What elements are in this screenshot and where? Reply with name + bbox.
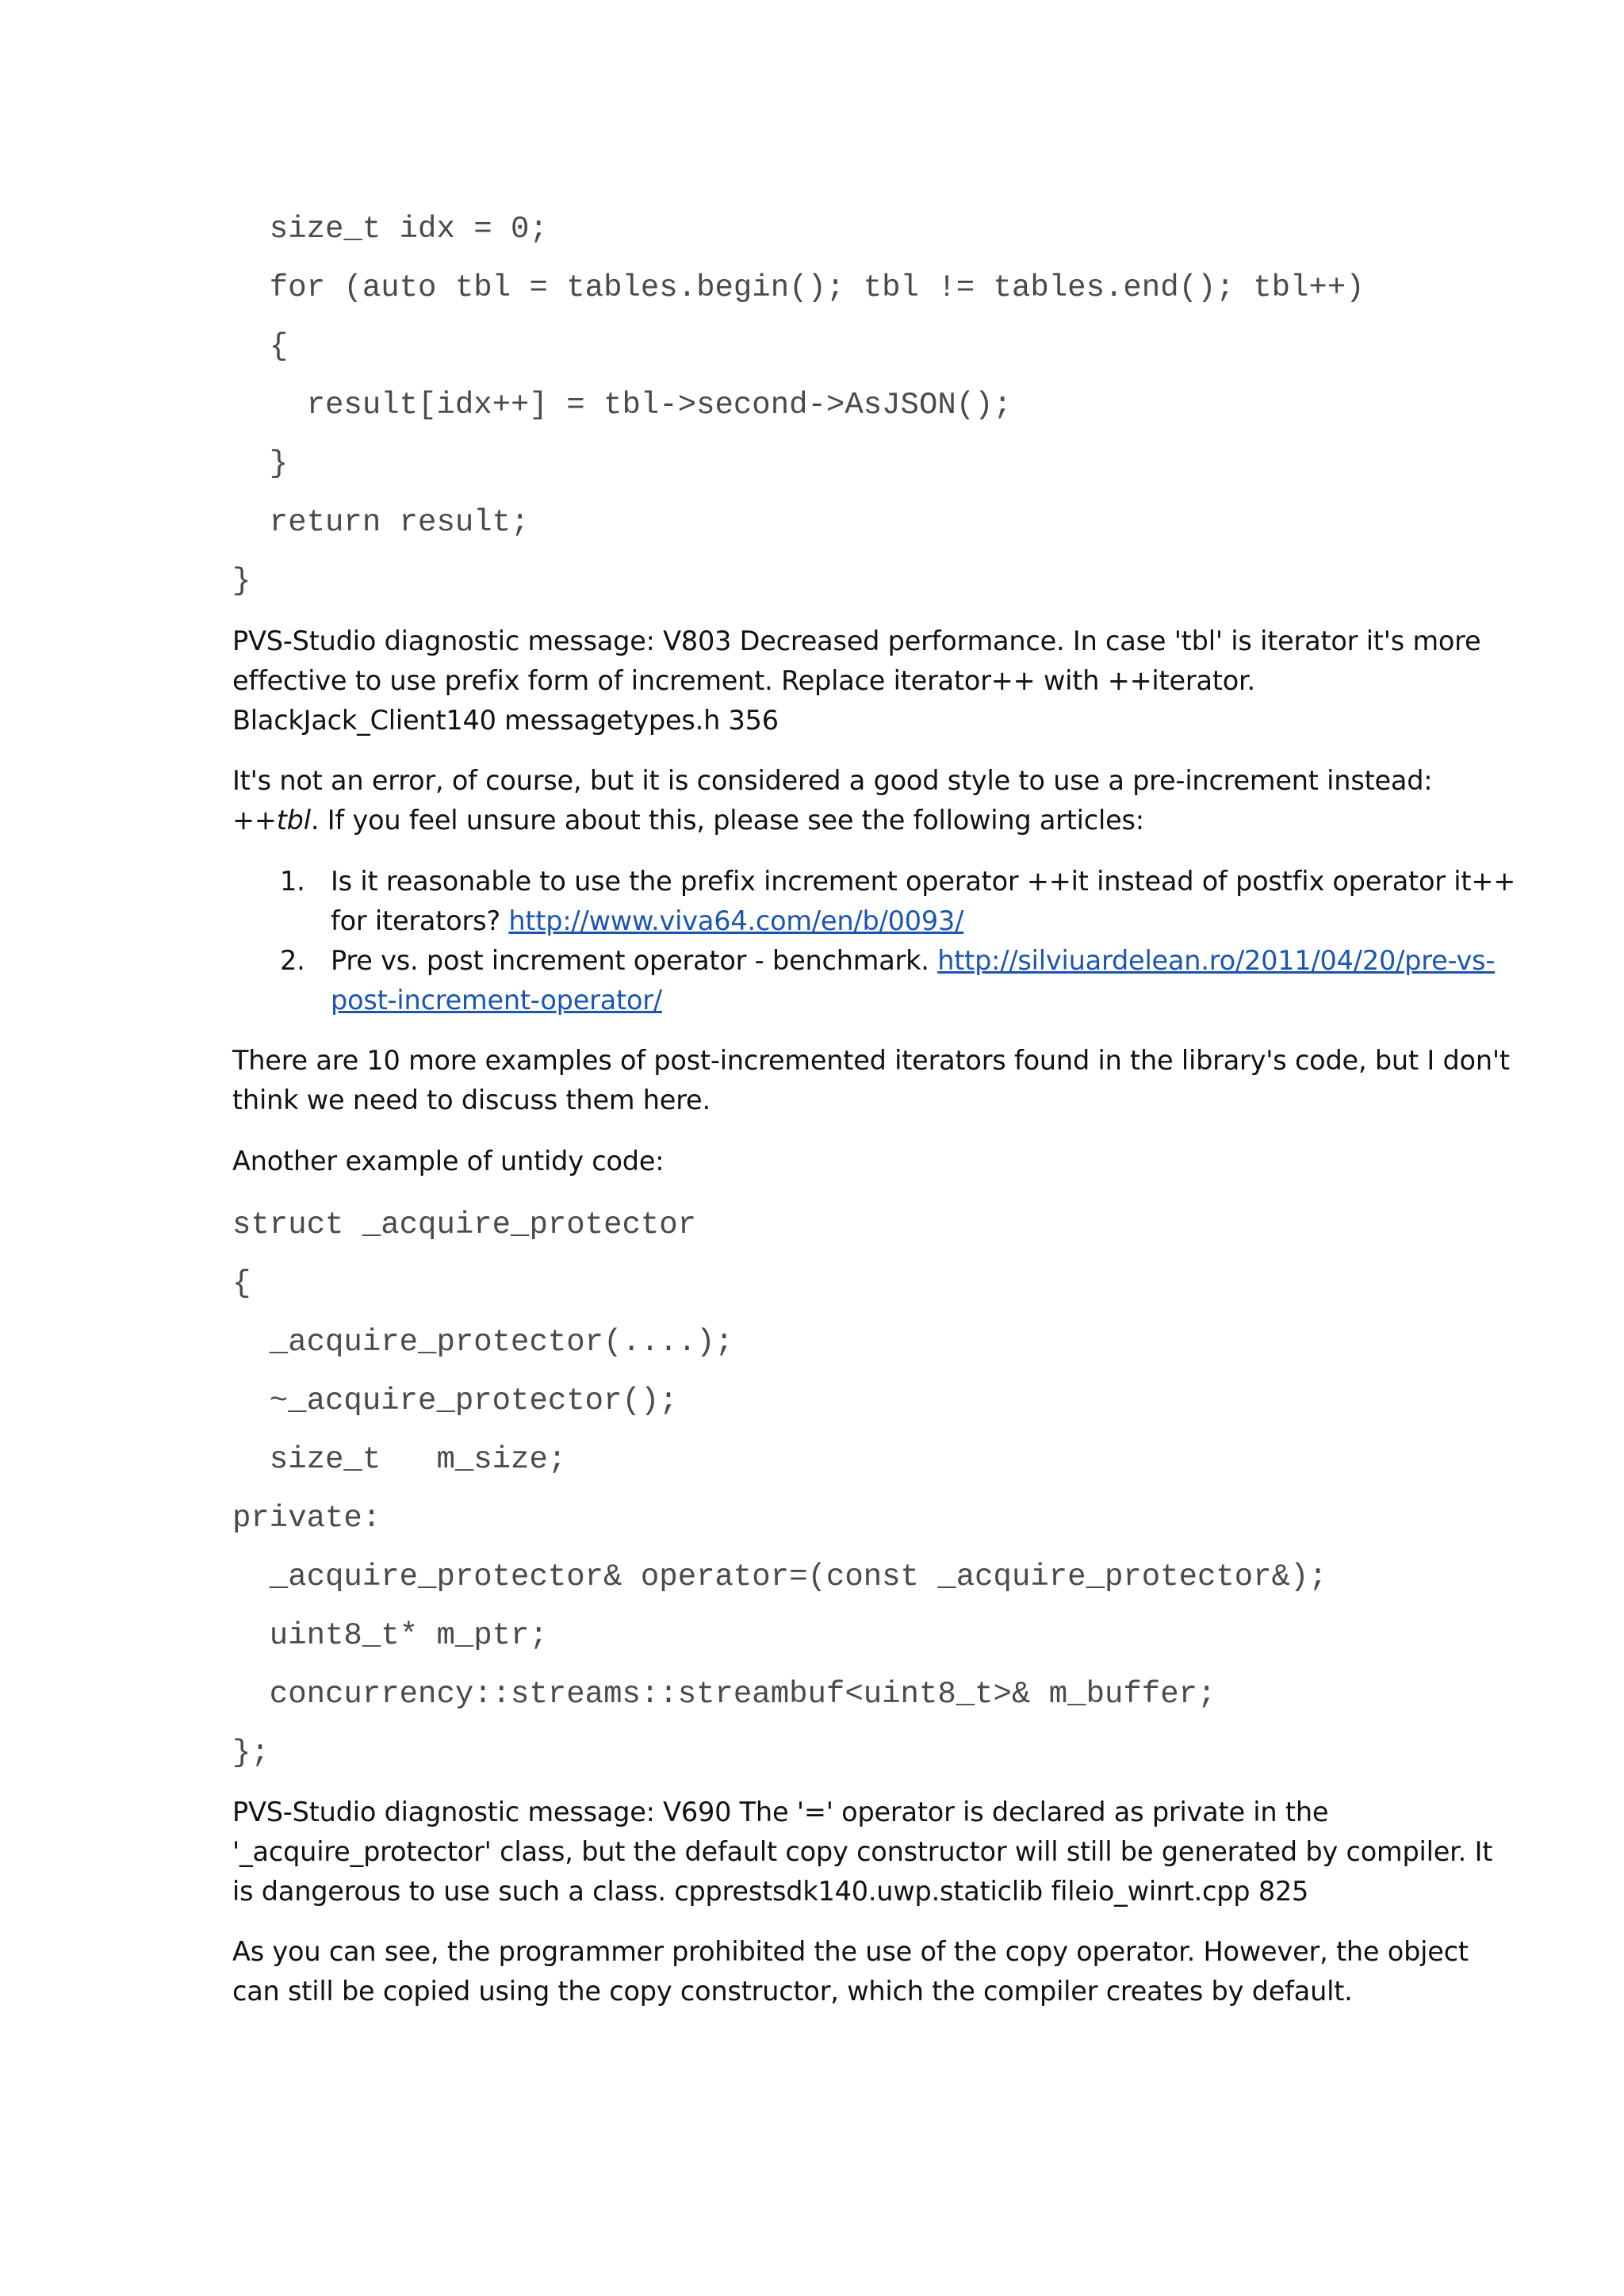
code-line: } bbox=[232, 446, 289, 481]
diagnostic-message-v690: PVS-Studio diagnostic message: V690 The '=' operator is declared as private in the '_acquire_protector' class, but the default copy constructor will still be generated by compiler. It is dangerous to use such a class. cpprestsdk140.uwp.staticlib fileio_winrt.cpp 825 bbox=[232, 1797, 1493, 1907]
code-line: ~_acquire_protector(); bbox=[232, 1383, 678, 1418]
list-item-number: 2. bbox=[280, 945, 305, 976]
code-line: return result; bbox=[232, 505, 530, 540]
code-line: concurrency::streams::streambuf<uint8_t>& m_buffer; bbox=[232, 1677, 1216, 1712]
style-note-emphasis: ++tbl bbox=[232, 805, 311, 836]
style-note-paragraph bbox=[232, 761, 1517, 840]
untidy-code-intro: Another example of untidy code: bbox=[232, 1146, 665, 1177]
code-line: for (auto tbl = tables.begin(); tbl != tables.end(); tbl++) bbox=[232, 270, 1365, 305]
code-line: { bbox=[232, 1266, 251, 1301]
style-note-text-end: . If you feel unsure about this, please see the following articles: bbox=[310, 805, 1144, 836]
examples-note-paragraph: There are 10 more examples of post-incremented iterators found in the library's code, but I don't think we need to discuss them here. bbox=[232, 1045, 1510, 1115]
articles-list bbox=[232, 862, 1517, 1020]
code-line: private: bbox=[232, 1501, 381, 1536]
list-item-text: Is it reasonable to use the prefix increment operator ++it instead of postfix operator it++ for iterators? bbox=[331, 866, 1516, 936]
code-line: size_t m_size; bbox=[232, 1442, 567, 1477]
article-link-viva64[interactable]: http://www.viva64.com/en/b/0093/ bbox=[508, 905, 964, 936]
code-line: _acquire_protector& operator=(const _acquire_protector&); bbox=[232, 1559, 1327, 1594]
diagnostic-message-v803: PVS-Studio diagnostic message: V803 Decreased performance. In case 'tbl' is iterator it's more effective to use prefix form of increment. Replace iterator++ with ++iterator. BlackJack_Client140 messagetypes.h 356 bbox=[232, 626, 1481, 736]
list-item bbox=[232, 941, 1517, 1020]
article-link-benchmark[interactable]: http://silviuardelean.ro/2011/04/20/pre-vs-post-increment-operator/ bbox=[331, 945, 1496, 1016]
code-line: _acquire_protector(....); bbox=[232, 1325, 733, 1360]
code-line: result[idx++] = tbl->second->AsJSON(); bbox=[232, 388, 1012, 423]
code-line: size_t idx = 0; bbox=[232, 212, 548, 247]
list-item-text: Pre vs. post increment operator - benchmark. bbox=[331, 945, 938, 976]
code-line: uint8_t* m_ptr; bbox=[232, 1618, 548, 1653]
code-line: { bbox=[232, 329, 289, 364]
code-line: }; bbox=[232, 1735, 270, 1770]
code-line: struct _acquire_protector bbox=[232, 1207, 697, 1242]
list-item bbox=[232, 862, 1517, 941]
code-line: } bbox=[232, 564, 251, 599]
list-item-number: 1. bbox=[280, 866, 305, 897]
conclusion-paragraph: As you can see, the programmer prohibited the use of the copy operator. However, the object can still be copied using the copy constructor, which the compiler creates by default. bbox=[232, 1936, 1469, 2007]
style-note-text: It's not an error, of course, but it is considered a good style to use a pre-increment instead: bbox=[232, 765, 1433, 796]
